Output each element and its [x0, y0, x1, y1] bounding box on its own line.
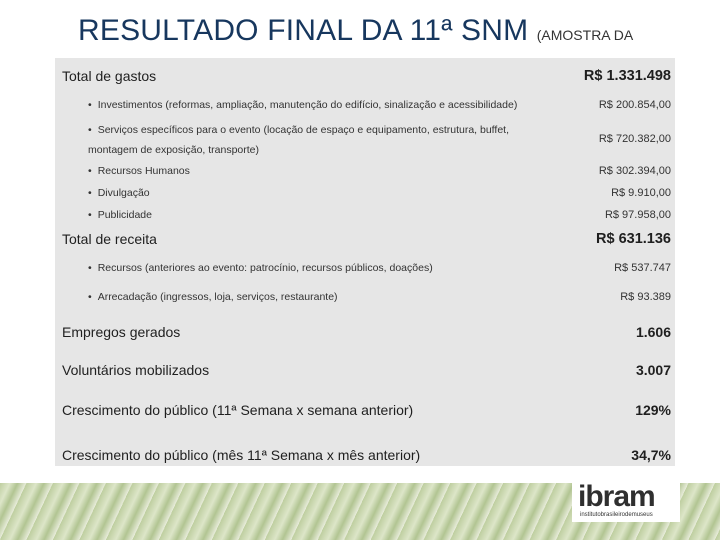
crescimento-semana-value: 129% [635, 402, 671, 418]
arrecadacao-label: • Arrecadação (ingressos, loja, serviços, restaurante) [88, 291, 338, 303]
title-sub: (AMOSTRA DA [536, 27, 634, 43]
divulgacao-value: R$ 9.910,00 [611, 187, 671, 199]
investimentos-value: R$ 200.854,00 [598, 99, 671, 111]
logo-tagline: institutobrasileirodemuseus [580, 512, 653, 518]
crescimento-mes-value: 34,7% [631, 447, 671, 463]
publicidade-value: R$ 97.958,00 [604, 209, 671, 221]
total-receita-label: Total de receita [62, 231, 157, 247]
publicidade-label: • Publicidade [88, 209, 152, 221]
empregos-label: Empregos gerados [62, 324, 181, 340]
servicos-label-cont: montagem de exposição, transporte) [88, 144, 260, 156]
voluntarios-value: 3.007 [635, 362, 671, 378]
total-receita-value: R$ 631.136 [596, 231, 671, 247]
logo-wordmark: ibram [578, 480, 655, 513]
crescimento-semana-label: Crescimento do público (11ª Semana x semana anterior) [62, 402, 414, 418]
results-table [55, 58, 675, 466]
recursos-label: • Recursos (anteriores ao evento: patrocínio, recursos públicos, doações) [88, 262, 433, 274]
slide-title [78, 14, 633, 48]
total-gastos-label: Total de gastos [62, 68, 157, 84]
recursos-humanos-value: R$ 302.394,00 [598, 165, 671, 177]
divulgacao-label: • Divulgação [88, 187, 150, 199]
empregos-value: 1.606 [635, 324, 671, 340]
arrecadacao-value: R$ 93.389 [620, 291, 671, 303]
total-gastos-value: R$ 1.331.498 [583, 68, 671, 84]
servicos-value: R$ 720.382,00 [598, 133, 671, 145]
recursos-humanos-label: • Recursos Humanos [88, 165, 190, 177]
investimentos-label: • Investimentos (reformas, ampliação, manutenção do edifício, sinalização e acessibilidade) [88, 99, 517, 111]
recursos-value: R$ 537.747 [614, 262, 671, 274]
ibram-logo [572, 480, 680, 522]
voluntarios-label: Voluntários mobilizados [62, 362, 210, 378]
crescimento-mes-label: Crescimento do público (mês 11ª Semana x mês anterior) [62, 447, 421, 463]
title-main: RESULTADO FINAL DA 11ª SNM [78, 14, 529, 47]
servicos-label: • Serviços específicos para o evento (locação de espaço e equipamento, estrutura, buffet, [88, 124, 509, 136]
